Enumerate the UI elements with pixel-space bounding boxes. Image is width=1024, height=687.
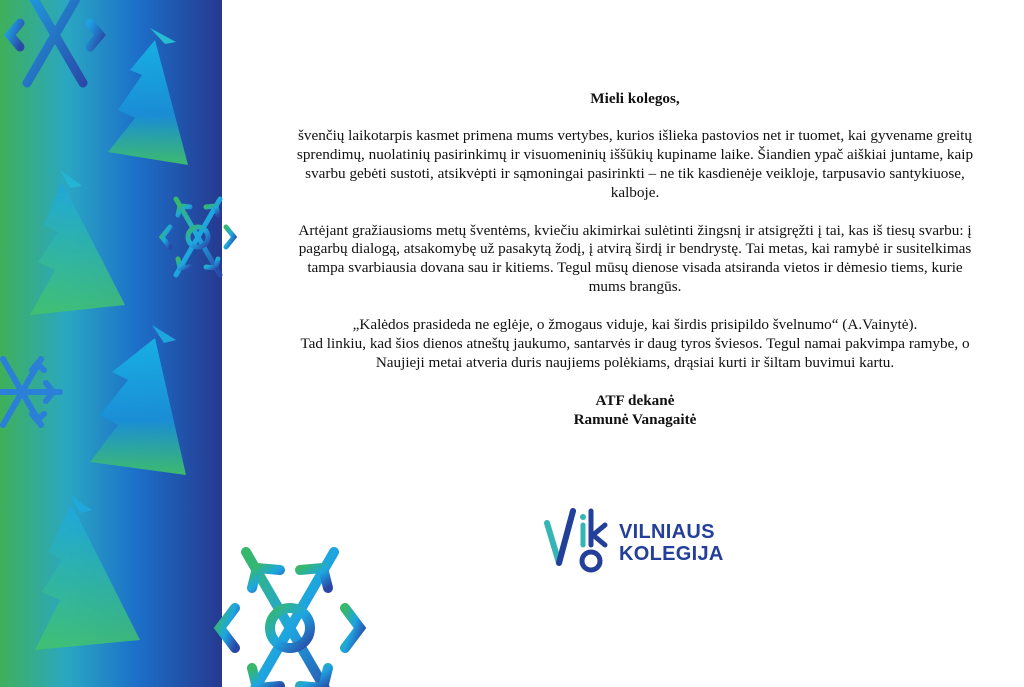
letter-quote: „Kalėdos prasideda ne eglėje, o žmogaus viduje, kai širdis prisipildo švelnumo“ (A.Vainytė). (352, 316, 918, 334)
snowflake-icon (0, 0, 110, 83)
logo-line-2: KOLEGIJA (619, 543, 724, 565)
christmas-tree-icon (90, 325, 186, 475)
christmas-tree-icon (108, 28, 188, 165)
logo-wordmark (619, 521, 724, 565)
viko-monogram-icon (543, 505, 619, 575)
letter-greeting: Mieli kolegos, (590, 90, 680, 107)
christmas-tree-icon (35, 495, 140, 650)
decorative-side-panel (0, 0, 222, 687)
greeting-letter (290, 90, 980, 430)
letter-paragraph-1: švenčių laikotarpis kasmet primena mums vertybes, kurios išlieka pastovios net ir tuomet, kai gyvename greitų sprendimų, nuolatinių pasirinkimų ir visuomeninių iššūkių kupiname laike. Šiandien ypač aiškiai juntame, kaip svarbu gebėti sustoti, atsikvėpti ir sąmoningai pasirinkti – ne tik kasdienėje veikloje, tarpusavio santykiuose, kalboje. (296, 126, 974, 201)
signature-name: Ramunė Vanagaitė (573, 410, 697, 428)
letter-paragraph-3: Tad linkiu, kad šios dienos atneštų jaukumo, santarvės ir daug tyros šviesos. Tegul namai pakvimpa ramybe, o Naujieji metai atveria duris naujiems polėkiams, drąsiai kurti ir šiltam buvimui kartu. (300, 335, 970, 371)
christmas-tree-icon (30, 170, 125, 315)
side-panel-art (0, 0, 222, 687)
signature-title: ATF dekanė (595, 391, 675, 409)
logo-line-1: VILNIAUS (619, 521, 715, 543)
letter-paragraph-2: Artėjant gražiausioms metų šventėms, kviečiu akimirkai sulėtinti žingsnį ir atsigręžti į tai, kas iš tiesų svarbu: į pagarbų dialogą, atsakomybę už pasakytą žodį, į atvirą širdį ir bendrystę. Tai metas, kai ramybė ir susitelkimas tampa svarbiausia dovana sau ir kitiems. Tegul mūsų dienose visada atsiranda vietos ir dėmesio tiems, kurie mums brangūs. (298, 221, 972, 296)
snowflake-icon (202, 552, 378, 687)
snowflake-icon (0, 359, 60, 425)
vilniaus-kolegija-logo (543, 505, 733, 575)
